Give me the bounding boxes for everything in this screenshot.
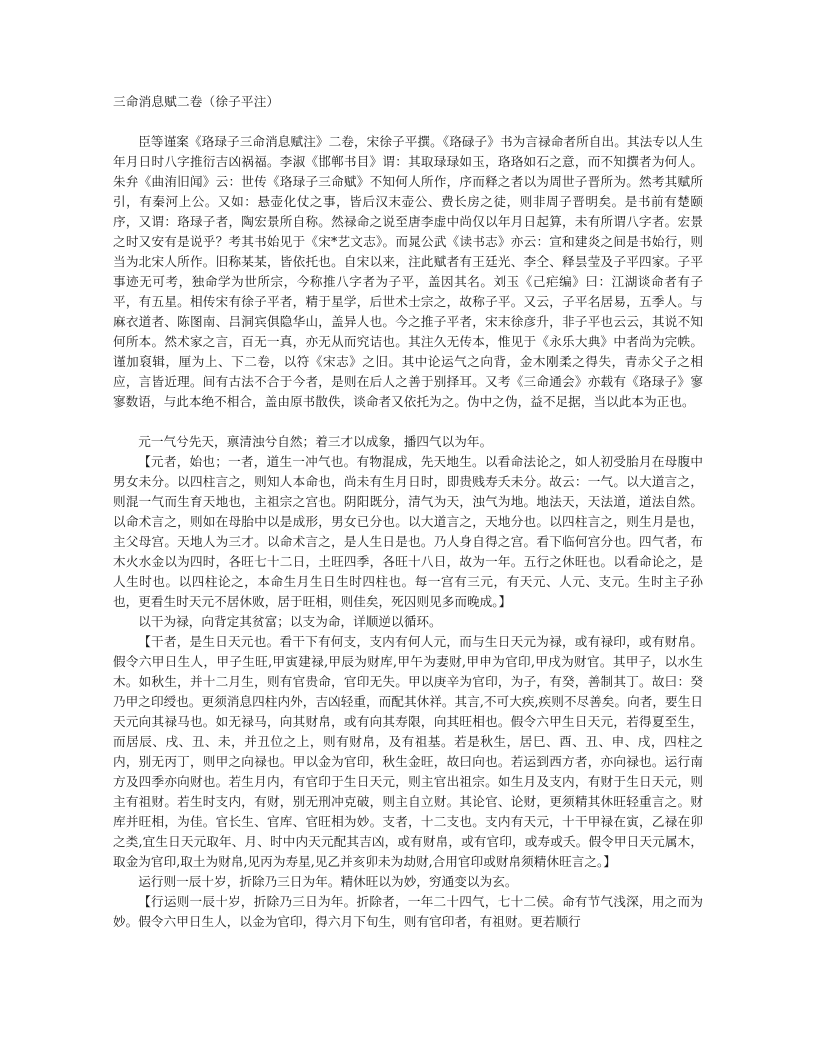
section-yi-gan-wei-lu bbox=[113, 612, 703, 872]
section-divider bbox=[113, 412, 703, 432]
page-title: 三命消息赋二卷（徐子平注） bbox=[113, 94, 280, 109]
paragraph-yuan-yi-qi-commentary: 【元者，始也；一者，道生一冲气也。有物混成，先天地生。以看命法论之，如人初受胎月在母腹中男女未分。以四柱言之，则知人本命也，尚未有生月日时，即贵贱寿夭未分。故云：一气。以大道言之，则混一气而生育天地也，主祖宗之宫也。阴阳既分，清气为天，浊气为地。地法天，天法道，道法自然。以命术言之，则如在母胎中以是成形，男女已分也。以大道言之，天地分也。以四柱言之，则生月是也，主父母宫。天地人为三才。以命术言之，是人生日是也。乃人身自得之宫。看下临何宫分也。四气者，布木火水金以为四时，各旺七十二日，土旺四季，各旺十八日，故为一年。五行之休旺也。以看命论之，是人生时也。以四柱论之，本命生月生日生时四柱也。每一宫有三元，有天元、人元、支元。生时主子孙也，更看生时天元不居休败，居于旺相，则佳矣，死囚则见多而晚成。】 bbox=[113, 454, 703, 609]
paragraph-yi-gan-wei-lu-verse: 以干为禄，向背定其贫富；以支为命，详顺逆以循环。 bbox=[138, 614, 442, 629]
section-preface bbox=[113, 132, 703, 412]
section-yun-xing bbox=[113, 872, 703, 932]
paragraph-yi-gan-wei-lu-commentary: 【干者，是生日天元也。看干下有何支，支内有何人元，而与生日天元为禄，或有禄印，或有财帛。假令六甲日生人，甲子生旺,甲寅建禄,甲辰为财库,甲午为妻财,甲申为官印,甲戌为财官。其甲子，以水生木。如秋生，并十二月生，则有官贵命，官印无失。甲以庚辛为官印，为子，有癸，善制其丁。故曰：癸乃甲之印绶也。更须消息四柱内外，吉凶轻重，而配其休祥。其言,不可大疾,疾则不尽善矣。向者，要生日天元向其禄马也。如无禄马，向其财帛，或有向其寿限，向其旺相也。假令六甲生日天元，若得夏至生，而居辰、戌、丑、未，并丑位之上，则有财帛，及有祖基。若是秋生，居巳、酉、丑、申、戌，四柱之内，别无丙丁，则甲之向禄也。甲以金为官印，秋生金旺，故曰向也。若运到西方者，亦向禄也。运行南方及四季亦向财也。若生月内，有官印于生日天元，则主官出祖宗。如生月及支内，有财于生日天元，则主有祖财。若生时支内，有财，别无刑冲克破，则主自立财。其论官、论财，更须精其休旺轻重言之。财库并旺相，为佳。官长生、官库、官旺相为妙。支者，十二支也。支内有天元，十干甲禄在寅，乙禄在卯之类,宜生日天元取年、月、时中内天元配其吉凶，或有财帛，或有官印，或寿或夭。假令甲日天元属木，取金为官印,取土为财帛,见丙为寿星,见乙并亥卯未为劫财,合用官印或财帛须精休旺言之。】 bbox=[113, 634, 703, 869]
paragraph-yun-xing-commentary: 【行运则一辰十岁，折除乃三日为年。折除者，一年二十四气，七十二侯。命有节气浅深，用之而为妙。假令六甲日生人，以金为官印，得六月下旬生，则有官印者，有祖财。更若顺行 bbox=[113, 894, 703, 929]
paragraph-yun-xing-verse: 运行则一辰十岁，折除乃三日为年。精休旺以为妙，穷通变以为玄。 bbox=[138, 874, 518, 889]
paragraph-preface-body: 臣等谨案《珞琭子三命消息赋注》二卷，宋徐子平撰。《珞碌子》书为言禄命者所自出。其法专以人生年月日时八字推衍吉凶祸福。李淑《邯郸书目》谓：其取琭琭如玉，珞珞如石之意，而不知撰者为何人。朱弁《曲洧旧闻》云：世传《珞琭子三命赋》不知何人所作，序而释之者以为周世子晋所为。然考其赋所引，有秦河上公。又如：悬壶化仗之事，皆后汉末壶公、费长房之徒，则非周子晋明矣。是书前有楚颐序，又谓：珞琭子者，陶宏景所自称。然禄命之说至唐李虚中尚仅以年月日起算，未有所谓八字者。宏景之时又安有是说乎？考其书始见于《宋*艺文志》。而晁公武《读书志》亦云：宣和建炎之间是书始行，则当为北宋人所作。旧称某某，皆依托也。自宋以来，注此赋者有王廷光、李仝、释昙莹及子平四家。子平事迹无可考，独命学为世所宗，今称推八字者为子平，盖因其名。刘玉《己疟编》曰：江湖谈命者有子平，有五星。相传宋有徐子平者，精于星学，后世术士宗之，故称子平。又云，子平名居易，五季人。与麻衣道者、陈图南、吕洞宾俱隐华山，盖异人也。今之推子平者，宋末徐彦升，非子平也云云，其说不知何所本。然术家之言，百无一真，亦无从而究诘也。其注久无传本，惟见于《永乐大典》中者尚为完帙。谨加裒辑，厘为上、下二卷，以符《宋志》之旧。其中论运气之向背，金木刚柔之得失，青赤父子之相应，言皆近理。间有古法不合于今者，是则在后人之善于别择耳。又考《三命通会》亦载有《珞琭子》寥寥数语，与此本绝不相合，盖由原书散佚，谈命者又依托为之。伪中之伪，益不足据，当以此本为正也。 bbox=[113, 134, 703, 409]
paragraph-yuan-yi-qi-verse: 元一气兮先天，禀清浊兮自然；着三才以成象，播四气以为年。 bbox=[138, 434, 493, 449]
section-yuan-yi-qi bbox=[113, 432, 703, 612]
